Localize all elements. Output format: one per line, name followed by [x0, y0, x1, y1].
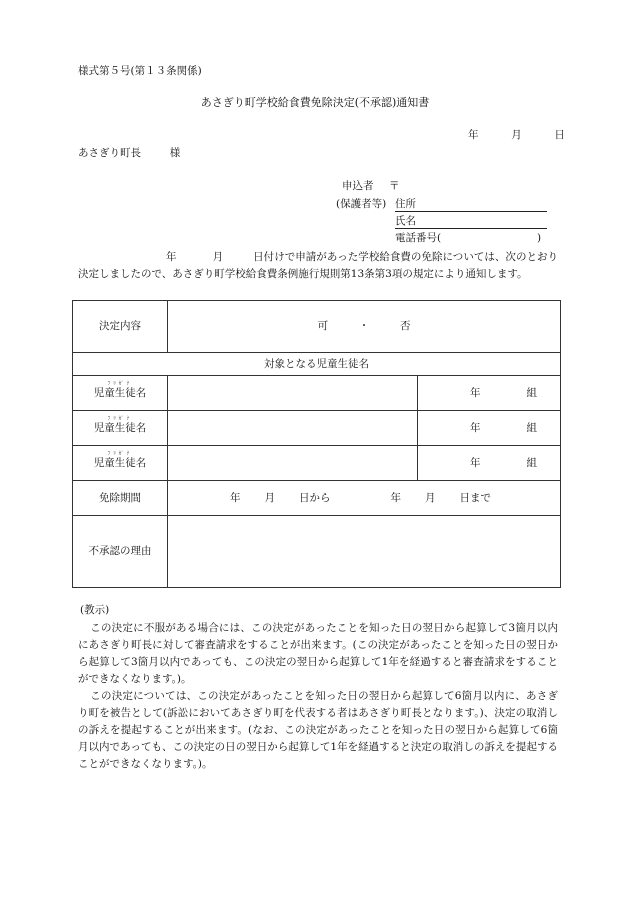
applicant-label: 申込者 — [342, 180, 374, 192]
date-day-label: 日 — [554, 129, 565, 141]
student-ruby: ﾌﾘｶﾞﾅ — [107, 450, 133, 457]
phone-label: 電話番号( — [395, 232, 442, 244]
grade-year-label: 年 — [470, 386, 481, 399]
guardian-label: (保護者等) — [336, 198, 387, 210]
student-name-field[interactable] — [168, 376, 418, 411]
student-label-cell — [73, 446, 168, 481]
intro-year: 年 — [166, 251, 177, 263]
student-ruby: ﾌﾘｶﾞﾅ — [107, 380, 133, 387]
notice-paragraph-2 — [78, 688, 558, 773]
grade-year-label: 年 — [470, 421, 481, 434]
notice-heading: (教示) — [80, 604, 110, 616]
period-from-year: 年 — [230, 491, 241, 504]
document-title: あさぎり町学校給食費免除決定(不承認)通知書 — [200, 96, 430, 109]
student-ruby: ﾌﾘｶﾞﾅ — [107, 415, 133, 422]
period-field[interactable] — [168, 481, 561, 516]
student-grade-cell[interactable] — [418, 376, 561, 411]
student-label-cell — [73, 376, 168, 411]
reason-field[interactable] — [168, 516, 561, 588]
grade-class-label: 組 — [526, 456, 537, 469]
decision-label: 決定内容 — [73, 301, 168, 353]
target-header: 対象となる児童生徒名 — [73, 353, 561, 376]
option-separator: ・ — [358, 320, 370, 333]
date-line — [468, 130, 565, 141]
notice-para2-text: この決定については、この決定があったことを知った日の翌日から起算して6箇月以内に、あさぎり町を被告として(訴訟においてあさぎり町を代表する者はあさぎり町長となります。)、決定の取消しの訴えを提起することが出来ます。(なお、この決定があったことを知った日の翌日から起算して6箇月以内であっても、この決定の日の翌日から起算して1年を経過すると決定の取消しの訴えを提起することができなくなります。)。 — [78, 690, 558, 770]
decision-table — [72, 300, 561, 588]
period-from-month: 月 — [264, 491, 275, 504]
date-year-label: 年 — [468, 129, 479, 141]
grade-class-label: 組 — [526, 421, 537, 434]
addressee-name: あさぎり町長 — [78, 147, 141, 159]
grade-year-label: 年 — [470, 456, 481, 469]
student-label-cell — [73, 411, 168, 446]
phone-close: ) — [537, 232, 542, 244]
addressee-honorific: 様 — [169, 147, 181, 159]
student-grade-cell[interactable] — [418, 446, 561, 481]
notice-para1-text: この決定に不服がある場合には、この決定があったことを知った日の翌日から起算して3箇月以内にあさぎり町長に対して審査請求をすることが出来ます。(この決定があったことを知った日の翌日から起算して3箇月以内であっても、この決定の翌日から起算して1年を経過すると審査請求をすることができなくなります。)。 — [78, 622, 558, 685]
reason-row — [73, 516, 561, 588]
student-label: 児童生徒名 — [93, 456, 147, 469]
student-row — [73, 376, 561, 411]
student-row — [73, 446, 561, 481]
student-label: 児童生徒名 — [93, 421, 147, 434]
intro-month: 月 — [212, 251, 224, 263]
reason-label: 不承認の理由 — [73, 516, 168, 588]
student-row — [73, 411, 561, 446]
address-label: 住所 — [395, 198, 416, 210]
name-underline — [395, 228, 547, 229]
notice-paragraph-1 — [78, 620, 558, 688]
period-row — [73, 481, 561, 516]
intro-paragraph — [78, 249, 558, 283]
form-number: 様式第５号(第１３条関係) — [78, 65, 202, 77]
student-label: 児童生徒名 — [93, 386, 147, 399]
grade-class-label: 組 — [526, 386, 537, 399]
student-name-field[interactable] — [168, 446, 418, 481]
period-to-year: 年 — [390, 491, 401, 504]
period-to-suffix: 日まで — [459, 491, 491, 504]
option-approve[interactable]: 可 — [317, 320, 329, 333]
addressee — [78, 148, 180, 159]
option-deny[interactable]: 否 — [399, 320, 411, 333]
postal-mark: 〒 — [389, 180, 400, 192]
student-grade-cell[interactable] — [418, 411, 561, 446]
decision-row — [73, 301, 561, 353]
date-month-label: 月 — [511, 129, 522, 141]
period-label: 免除期間 — [73, 481, 168, 516]
period-to-month: 月 — [425, 491, 436, 504]
decision-options — [168, 301, 561, 353]
intro-text: 日付けで申請があった学校給食費の免除については、次のとおり決定しましたので、あさぎり町学校給食費条例施行規則第13条第3項の規定により通知します。 — [78, 251, 559, 280]
period-from-suffix: 日から — [299, 491, 331, 504]
name-label: 氏名 — [395, 215, 416, 227]
address-underline — [395, 211, 547, 212]
target-header-row — [73, 353, 561, 376]
student-name-field[interactable] — [168, 411, 418, 446]
